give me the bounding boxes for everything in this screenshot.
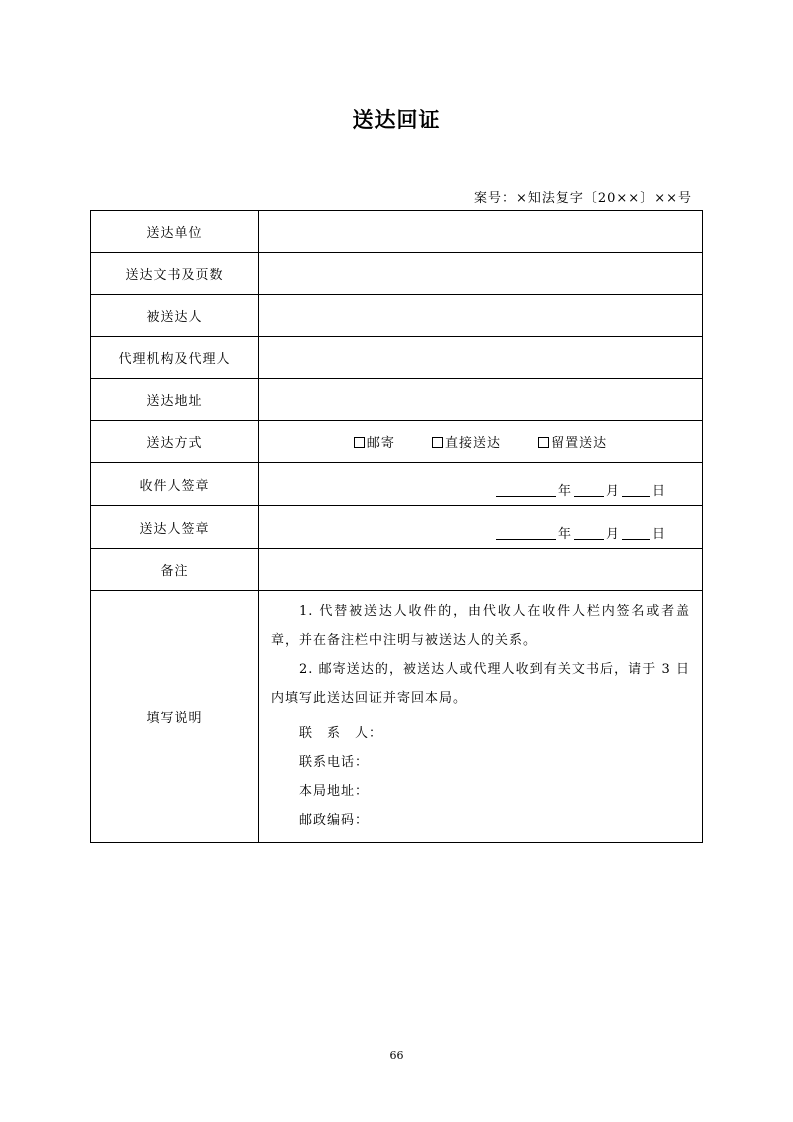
label-sender-sign: 送达人签章 [91,506,259,549]
office-address: 本局地址： [299,784,370,799]
field-method [259,421,703,463]
method-option-direct[interactable] [432,432,501,451]
table-row [91,253,703,295]
month-unit: 月 [605,484,620,499]
field-receiver-sign[interactable] [259,463,703,506]
table-row [91,591,703,843]
table-row [91,211,703,253]
table-row [91,337,703,379]
page-number: 66 [389,1049,404,1062]
field-agent[interactable] [259,337,703,379]
label-agent: 代理机构及代理人 [91,337,259,379]
instruction-item-2: 2. 邮寄送达的，被送达人或代理人收到有关文书后，请于 3 日内填写此送达回证并寄回本局。 [271,662,690,706]
field-documents[interactable] [259,253,703,295]
label-recipient: 被送达人 [91,295,259,337]
checkbox-icon[interactable] [538,437,549,448]
method-label: 直接送达 [444,436,501,451]
year-blank[interactable] [496,484,556,497]
page-title: 送达回证 [352,108,441,132]
day-unit: 日 [651,527,666,542]
instruction-item-1: 1. 代替被送达人收件的，由代收人在收件人栏内签名或者盖章，并在备注栏中注明与被送达人的关系。 [271,604,690,648]
year-blank[interactable] [496,527,556,540]
month-blank[interactable] [574,484,604,497]
table-row [91,295,703,337]
service-receipt-form [90,210,703,843]
label-documents: 送达文书及页数 [91,253,259,295]
postal-code: 邮政编码： [299,813,370,828]
contact-phone: 联系电话： [299,755,370,770]
table-row [91,549,703,591]
field-remarks[interactable] [259,549,703,591]
label-instructions: 填写说明 [91,591,259,843]
field-address[interactable] [259,379,703,421]
label-remarks: 备注 [91,549,259,591]
label-address: 送达地址 [91,379,259,421]
table-row [91,506,703,549]
table-row [91,379,703,421]
method-option-mail[interactable] [354,432,395,451]
field-recipient[interactable] [259,295,703,337]
case-number: 案号：×知法复字〔20××〕××号 [473,191,692,206]
contact-block [271,719,690,835]
year-unit: 年 [557,527,572,542]
month-unit: 月 [605,527,620,542]
day-blank[interactable] [622,484,650,497]
label-receiver-sign: 收件人签章 [91,463,259,506]
day-unit: 日 [651,484,666,499]
checkbox-icon[interactable] [432,437,443,448]
day-blank[interactable] [622,527,650,540]
field-sender-sign[interactable] [259,506,703,549]
method-label: 留置送达 [551,436,608,451]
label-delivery-unit: 送达单位 [91,211,259,253]
table-row [91,463,703,506]
label-method: 送达方式 [91,421,259,463]
month-blank[interactable] [574,527,604,540]
method-option-lien[interactable] [538,432,607,451]
contact-person: 联 系 人： [299,726,384,741]
field-delivery-unit[interactable] [259,211,703,253]
checkbox-icon[interactable] [354,437,365,448]
year-unit: 年 [557,484,572,499]
method-label: 邮寄 [366,436,395,451]
instructions-text [259,591,703,843]
table-row [91,421,703,463]
